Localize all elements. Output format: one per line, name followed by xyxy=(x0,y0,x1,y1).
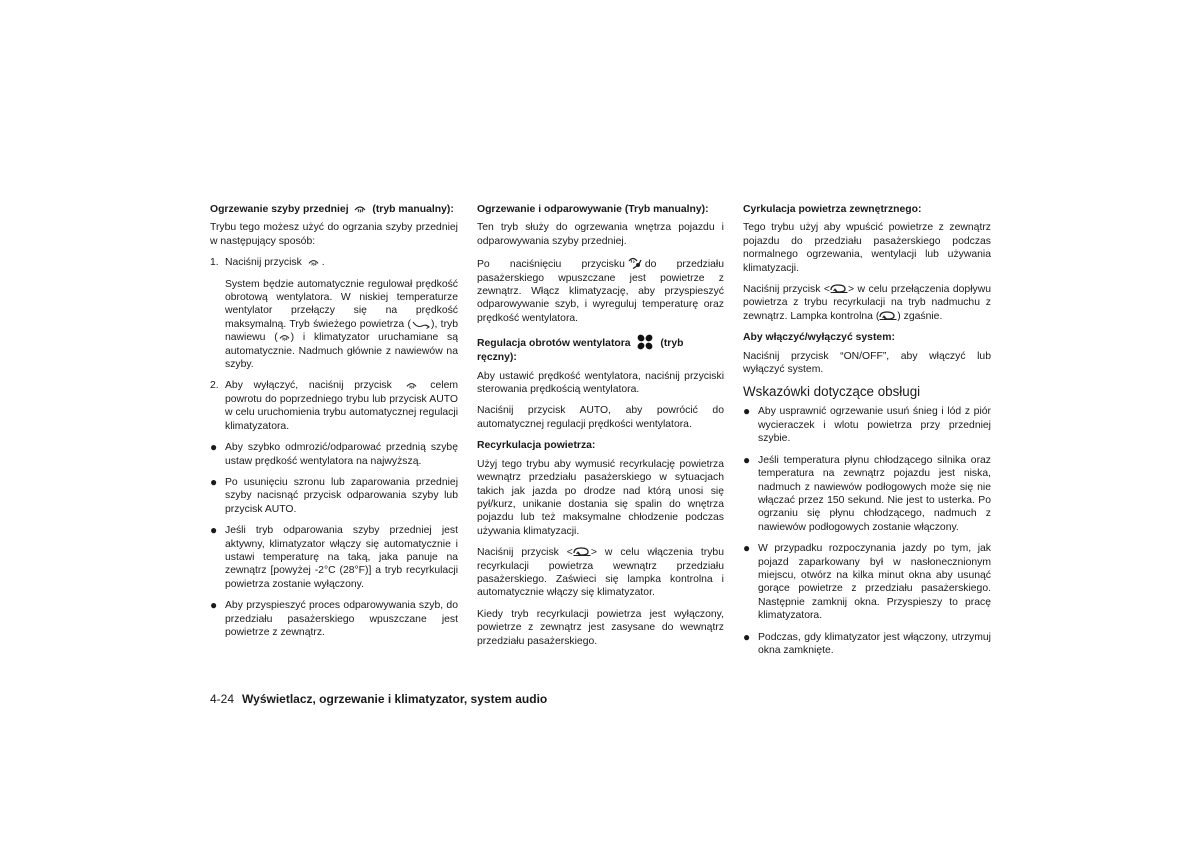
section-heading-on-off: Aby włączyć/wyłączyć system: xyxy=(743,332,895,344)
paragraph: Naciśnij przycisk AUTO, aby powrócić do automatycznej regulacji prędkości wentylatora. xyxy=(477,405,724,430)
paragraph: Kiedy tryb recyrkulacji powietrza jest wyłączony, powietrze z zewnątrz jest zasysane do wewnątrz przedziału pasażerskiego. xyxy=(477,608,724,647)
recirculation-icon xyxy=(830,284,848,294)
recirculation-icon xyxy=(573,547,591,557)
list-item: ● Podczas, gdy klimatyzator jest włączony, utrzymuj okna zamknięte. xyxy=(743,629,991,656)
paragraph: Użyj tego trybu aby wymusić recyrkulację powietrza wewnątrz przedziału pasażerskiego w sytuacjach takich jak jazda po drodze nad którą unosi się pył/kurz, unikanie dostania się spalin do wnętrza pojazdu lub też maksymalne chłodzenie podczas używania klimatyzacji. xyxy=(477,458,724,537)
section-heading-tips: Wskazówki dotyczące obsługi xyxy=(743,384,921,400)
paragraph: Naciśnij przycisk “ON/OFF”, aby włączyć lub wyłączyć system. xyxy=(743,350,991,376)
fresh-air-icon xyxy=(412,320,430,329)
list-item: ● Aby przyspieszyć proces odparowywania szyb, do przedziału pasażerskiego wpuszczane jest powietrze z zewnątrz. xyxy=(210,598,458,638)
bullet-icon: ● xyxy=(743,629,751,644)
paragraph: Tego trybu użyj aby wpuścić powietrze z zewnątrz pojazdu do przedziału pasażerskiego podczas normalnego ogrzewania, wentylacji lub używania klimatyzacji. xyxy=(743,222,991,274)
section-heading-defrost: Ogrzewanie szyby przedniej (tryb manualny): xyxy=(210,204,454,215)
fan-icon xyxy=(636,333,654,351)
list-item: ● Aby szybko odmrozić/odparować przednią szybę ustaw prędkość wentylatora na najwyższą. xyxy=(210,440,458,467)
bullet-icon: ● xyxy=(743,404,751,419)
step-1-detail: System będzie automatycznie regulował prędkość obrotową wentylatora. W niskiej temperaturze wentylator przełączy się na prędkość maksymalną. Tryb świeżego powietrza ( ), tryb nawiewu ( ) i klimatyzator uruchamiane są automatycznie. Nadmuch głównie z nawiewów na szyby. xyxy=(225,278,458,371)
list-item: ● Po usunięciu szronu lub zaparowania przedniej szyby nacisnąć przycisk odparowania szyby lub przycisk AUTO. xyxy=(210,474,458,515)
section-heading-fan: Regulacja obrotów wentylatora (tryb ręczny): xyxy=(477,333,724,364)
bullet-icon: ● xyxy=(210,523,218,538)
intro-text: Trybu tego możesz użyć do ogrzania szyby przedniej w następujący sposób: xyxy=(210,222,458,247)
recirculation-icon xyxy=(879,311,897,321)
section-heading-heat-defrost: Ogrzewanie i odparowywanie (Tryb manualny): xyxy=(477,204,709,215)
bullet-icon: ● xyxy=(210,474,218,489)
bullet-icon: ● xyxy=(743,541,751,556)
list-item: ● W przypadku rozpoczynania jazdy po tym, jak pojazd zaparkowany był w nasłonecznionym miejscu, otwórz na kilka minut okna aby usunąć gorące powietrze z przedziału pasażerskiego. Następnie zamknij okna. Przyspieszy to pracę klimatyzatora. xyxy=(743,541,991,622)
bullet-icon: ● xyxy=(210,440,218,455)
chapter-title: Wyświetlacz, ogrzewanie i klimatyzator, system audio xyxy=(242,692,548,706)
section-heading-recirculation: Recyrkulacja powietrza: xyxy=(477,440,596,452)
paragraph: Ten tryb służy do ogrzewania wnętrza pojazdu i odparowywania szyby przedniej. xyxy=(477,222,724,247)
paragraph: Po naciśnięciu przycisku do przedziału pasażerskiego wpuszczane jest powietrze z zewnątrz. Włącz klimatyzację, aby przyspieszyć odparowywanie szyb, i wyreguluj temperaturę oraz prędkość wentylatora. xyxy=(477,256,724,325)
step-1: 1. Naciśnij przycisk . xyxy=(210,257,325,269)
defrost-icon xyxy=(279,332,290,342)
defrost-icon xyxy=(308,257,319,267)
page-number: 4-24 xyxy=(210,692,235,706)
defrost-icon xyxy=(406,380,417,390)
list-item: ● Jeśli temperatura płynu chłodzącego silnika oraz temperatura na zewnątrz pojazdu jest niska, nadmuch z nawiewów podłogowych może się nie włączać przez 150 sekund. Nie jest to usterka. Po ogrzaniu się płynu chłodzącego, nadmuch z nawiewów podłogowych zostanie włączony. xyxy=(743,452,991,533)
paragraph: Naciśnij przycisk < > w celu włączenia trybu recyrkulacji powietrza wewnątrz przedziału pasażerskiego. Zaświeci się lampka kontrolna i automatycznie włączy się klimatyzator. xyxy=(477,547,724,599)
page-footer xyxy=(210,692,547,706)
defrost-icon xyxy=(354,203,366,214)
step-2: 2. Aby wyłączyć, naciśnij przycisk celem powrotu do poprzedniego trybu lub przycisk AUTO w celu uruchomienia trybu automatycznej regulacji klimatyzatora. xyxy=(210,380,458,432)
column-left xyxy=(210,203,458,647)
list-item: ● Aby usprawnić ogrzewanie usuń śnieg i lód z piór wycieraczek i wlotu powietrza przy przedniej szybie. xyxy=(743,404,991,445)
paragraph: Aby ustawić prędkość wentylatora, naciśnij przyciski sterowania prędkością wentylatora. xyxy=(477,370,724,396)
heat-defrost-icon xyxy=(628,256,642,269)
list-item: ● Jeśli tryb odparowania szyby przedniej jest aktywny, klimatyzator włączy się automatycznie i ustawi temperaturę na taką, jaka panuje na zewnątrz [powyżej -2°C (28°F)] a tryb recyrkulacji powietrza zostanie wyłączony. xyxy=(210,523,458,590)
bullet-icon: ● xyxy=(210,598,218,613)
column-middle xyxy=(477,203,724,656)
bullet-icon: ● xyxy=(743,452,751,467)
column-right xyxy=(743,203,991,665)
section-heading-outside-air: Cyrkulacja powietrza zewnętrznego: xyxy=(743,204,922,215)
paragraph: Naciśnij przycisk < > w celu przełączenia dopływu powietrza z trybu recyrkulacji na tryb nadmuchu z zewnątrz. Lampka kontrolna ( ) zgaśnie. xyxy=(743,284,991,322)
